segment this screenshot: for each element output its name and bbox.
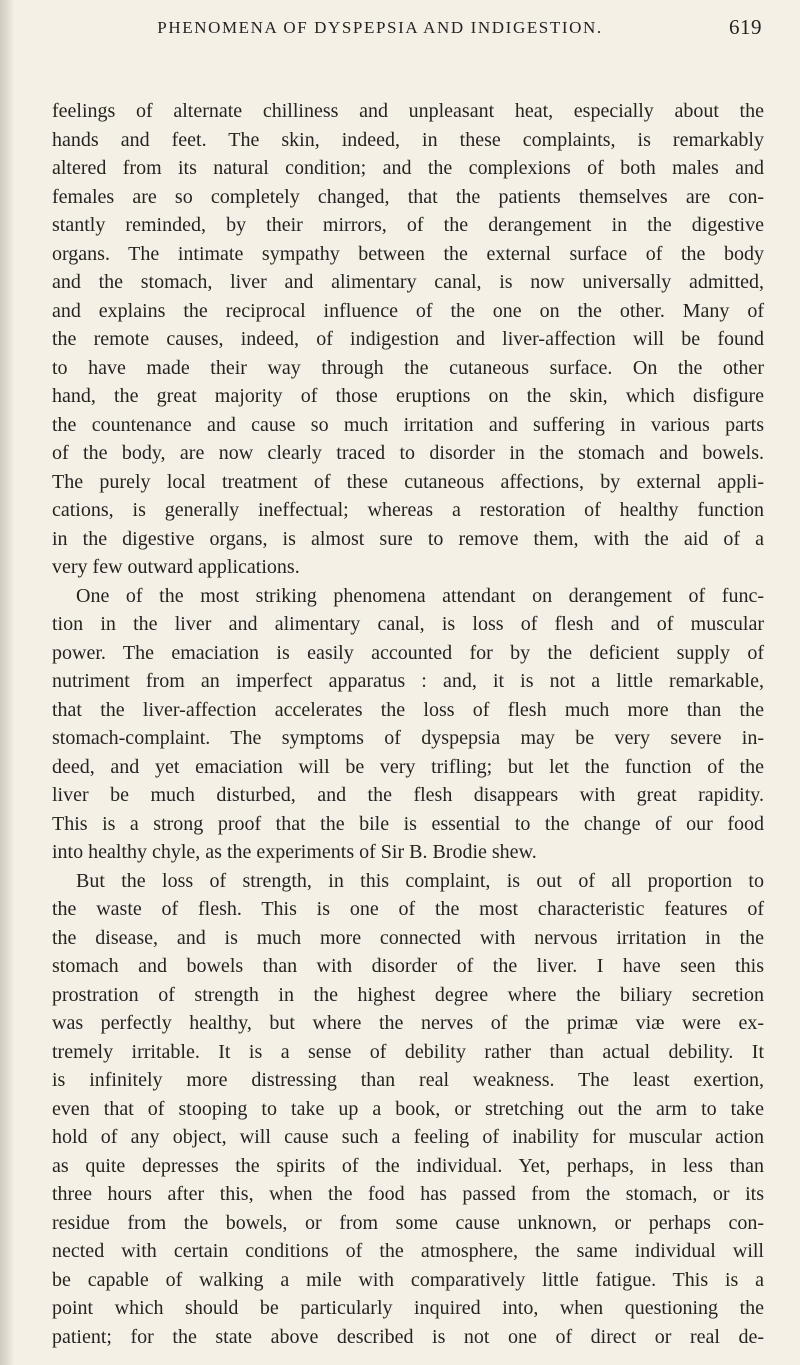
text-line: the countenance and cause so much irritation and suffering in various parts <box>52 413 764 436</box>
text-line: patient; for the state above described is not one of direct or real de- <box>52 1325 764 1348</box>
text-line: power. The emaciation is easily accounted for by the deficient supply of <box>52 641 764 664</box>
text-line: nected with certain conditions of the atmosphere, the same individual will <box>52 1240 764 1262</box>
text-line: is infinitely more distressing than real weakness. The least exertion, <box>52 1069 764 1091</box>
text-line: hand, the great majority of those eruptions on the skin, which disfigure <box>52 385 764 407</box>
running-title: PHENOMENA OF DYSPEPSIA AND INDIGESTION. <box>157 18 603 37</box>
text-line: and explains the reciprocal influence of the one on the other. Many of <box>52 299 764 322</box>
text-line: the disease, and is much more connected with nervous irritation in the <box>52 926 764 949</box>
text-line: organs. The intimate sympathy between the external surface of the body <box>52 242 764 265</box>
page-header <box>0 12 800 52</box>
text-line: in the digestive organs, is almost sure to remove them, with the aid of a <box>52 527 764 550</box>
text-line: altered from its natural condition; and the complexions of both males and <box>52 157 764 179</box>
binding-gutter <box>0 0 14 1365</box>
paragraph-end-line: very few outward applications. <box>52 556 300 578</box>
text-line: hold of any object, will cause such a feeling of inability for muscular action <box>52 1126 764 1148</box>
text-line: nutriment from an imperfect apparatus : and, it is not a little remarkable, <box>52 670 764 692</box>
text-line: that the liver-affection accelerates the loss of flesh much more than the <box>52 698 764 721</box>
text-line: be capable of walking a mile with comparatively little fatigue. This is a <box>52 1268 764 1291</box>
text-line: of the body, are now clearly traced to disorder in the stomach and bowels. <box>52 442 764 464</box>
text-line: females are so completely changed, that the patients themselves are con- <box>52 185 764 208</box>
text-line: tremely irritable. It is a sense of debility rather than actual debility. It <box>52 1040 764 1063</box>
text-line: deed, and yet emaciation will be very trifling; but let the function of the <box>52 755 764 778</box>
page-number: 619 <box>729 15 762 39</box>
text-line: feelings of alternate chilliness and unpleasant heat, especially about the <box>52 100 764 122</box>
text-line: as quite depresses the spirits of the individual. Yet, perhaps, in less than <box>52 1154 764 1177</box>
text-line: This is a strong proof that the bile is essential to the change of our food <box>52 812 764 835</box>
paragraph-start-line: But the loss of strength, in this complaint, is out of all proportion to <box>76 869 764 892</box>
text-line: prostration of strength in the highest degree where the biliary secretion <box>52 983 764 1006</box>
text-line: and the stomach, liver and alimentary canal, is now universally admitted, <box>52 271 764 293</box>
text-line: stomach-complaint. The symptoms of dyspepsia may be very severe in- <box>52 727 764 749</box>
text-line: to have made their way through the cutaneous surface. On the other <box>52 356 764 379</box>
text-line: The purely local treatment of these cutaneous affections, by external appli- <box>52 470 764 493</box>
paragraph-end-line: into healthy chyle, as the experiments of Sir B. Brodie shew. <box>52 841 537 863</box>
text-line: three hours after this, when the food has passed from the stomach, or its <box>52 1183 764 1205</box>
text-line: was perfectly healthy, but where the nerves of the primæ viæ were ex- <box>52 1012 764 1034</box>
text-line: tion in the liver and alimentary canal, is loss of flesh and of muscular <box>52 613 764 635</box>
text-line: residue from the bowels, or from some cause unknown, or perhaps con- <box>52 1211 764 1234</box>
text-line: liver be much disturbed, and the flesh disappears with great rapidity. <box>52 784 764 806</box>
text-line: stomach and bowels than with disorder of the liver. I have seen this <box>52 955 764 977</box>
body-text <box>52 97 764 1351</box>
text-line: cations, is generally ineffectual; whereas a restoration of healthy function <box>52 499 764 521</box>
paragraph-start-line: One of the most striking phenomena attendant on derangement of func- <box>76 584 764 607</box>
text-line: the waste of flesh. This is one of the most characteristic features of <box>52 898 764 920</box>
text-line: hands and feet. The skin, indeed, in these complaints, is remarkably <box>52 128 764 151</box>
text-line: point which should be particularly inquired into, when questioning the <box>52 1297 764 1319</box>
text-line: even that of stooping to take up a book, or stretching out the arm to take <box>52 1097 764 1120</box>
text-line: stantly reminded, by their mirrors, of the derangement in the digestive <box>52 214 764 236</box>
text-line: the remote causes, indeed, of indigestion and liver-affection will be found <box>52 328 764 350</box>
